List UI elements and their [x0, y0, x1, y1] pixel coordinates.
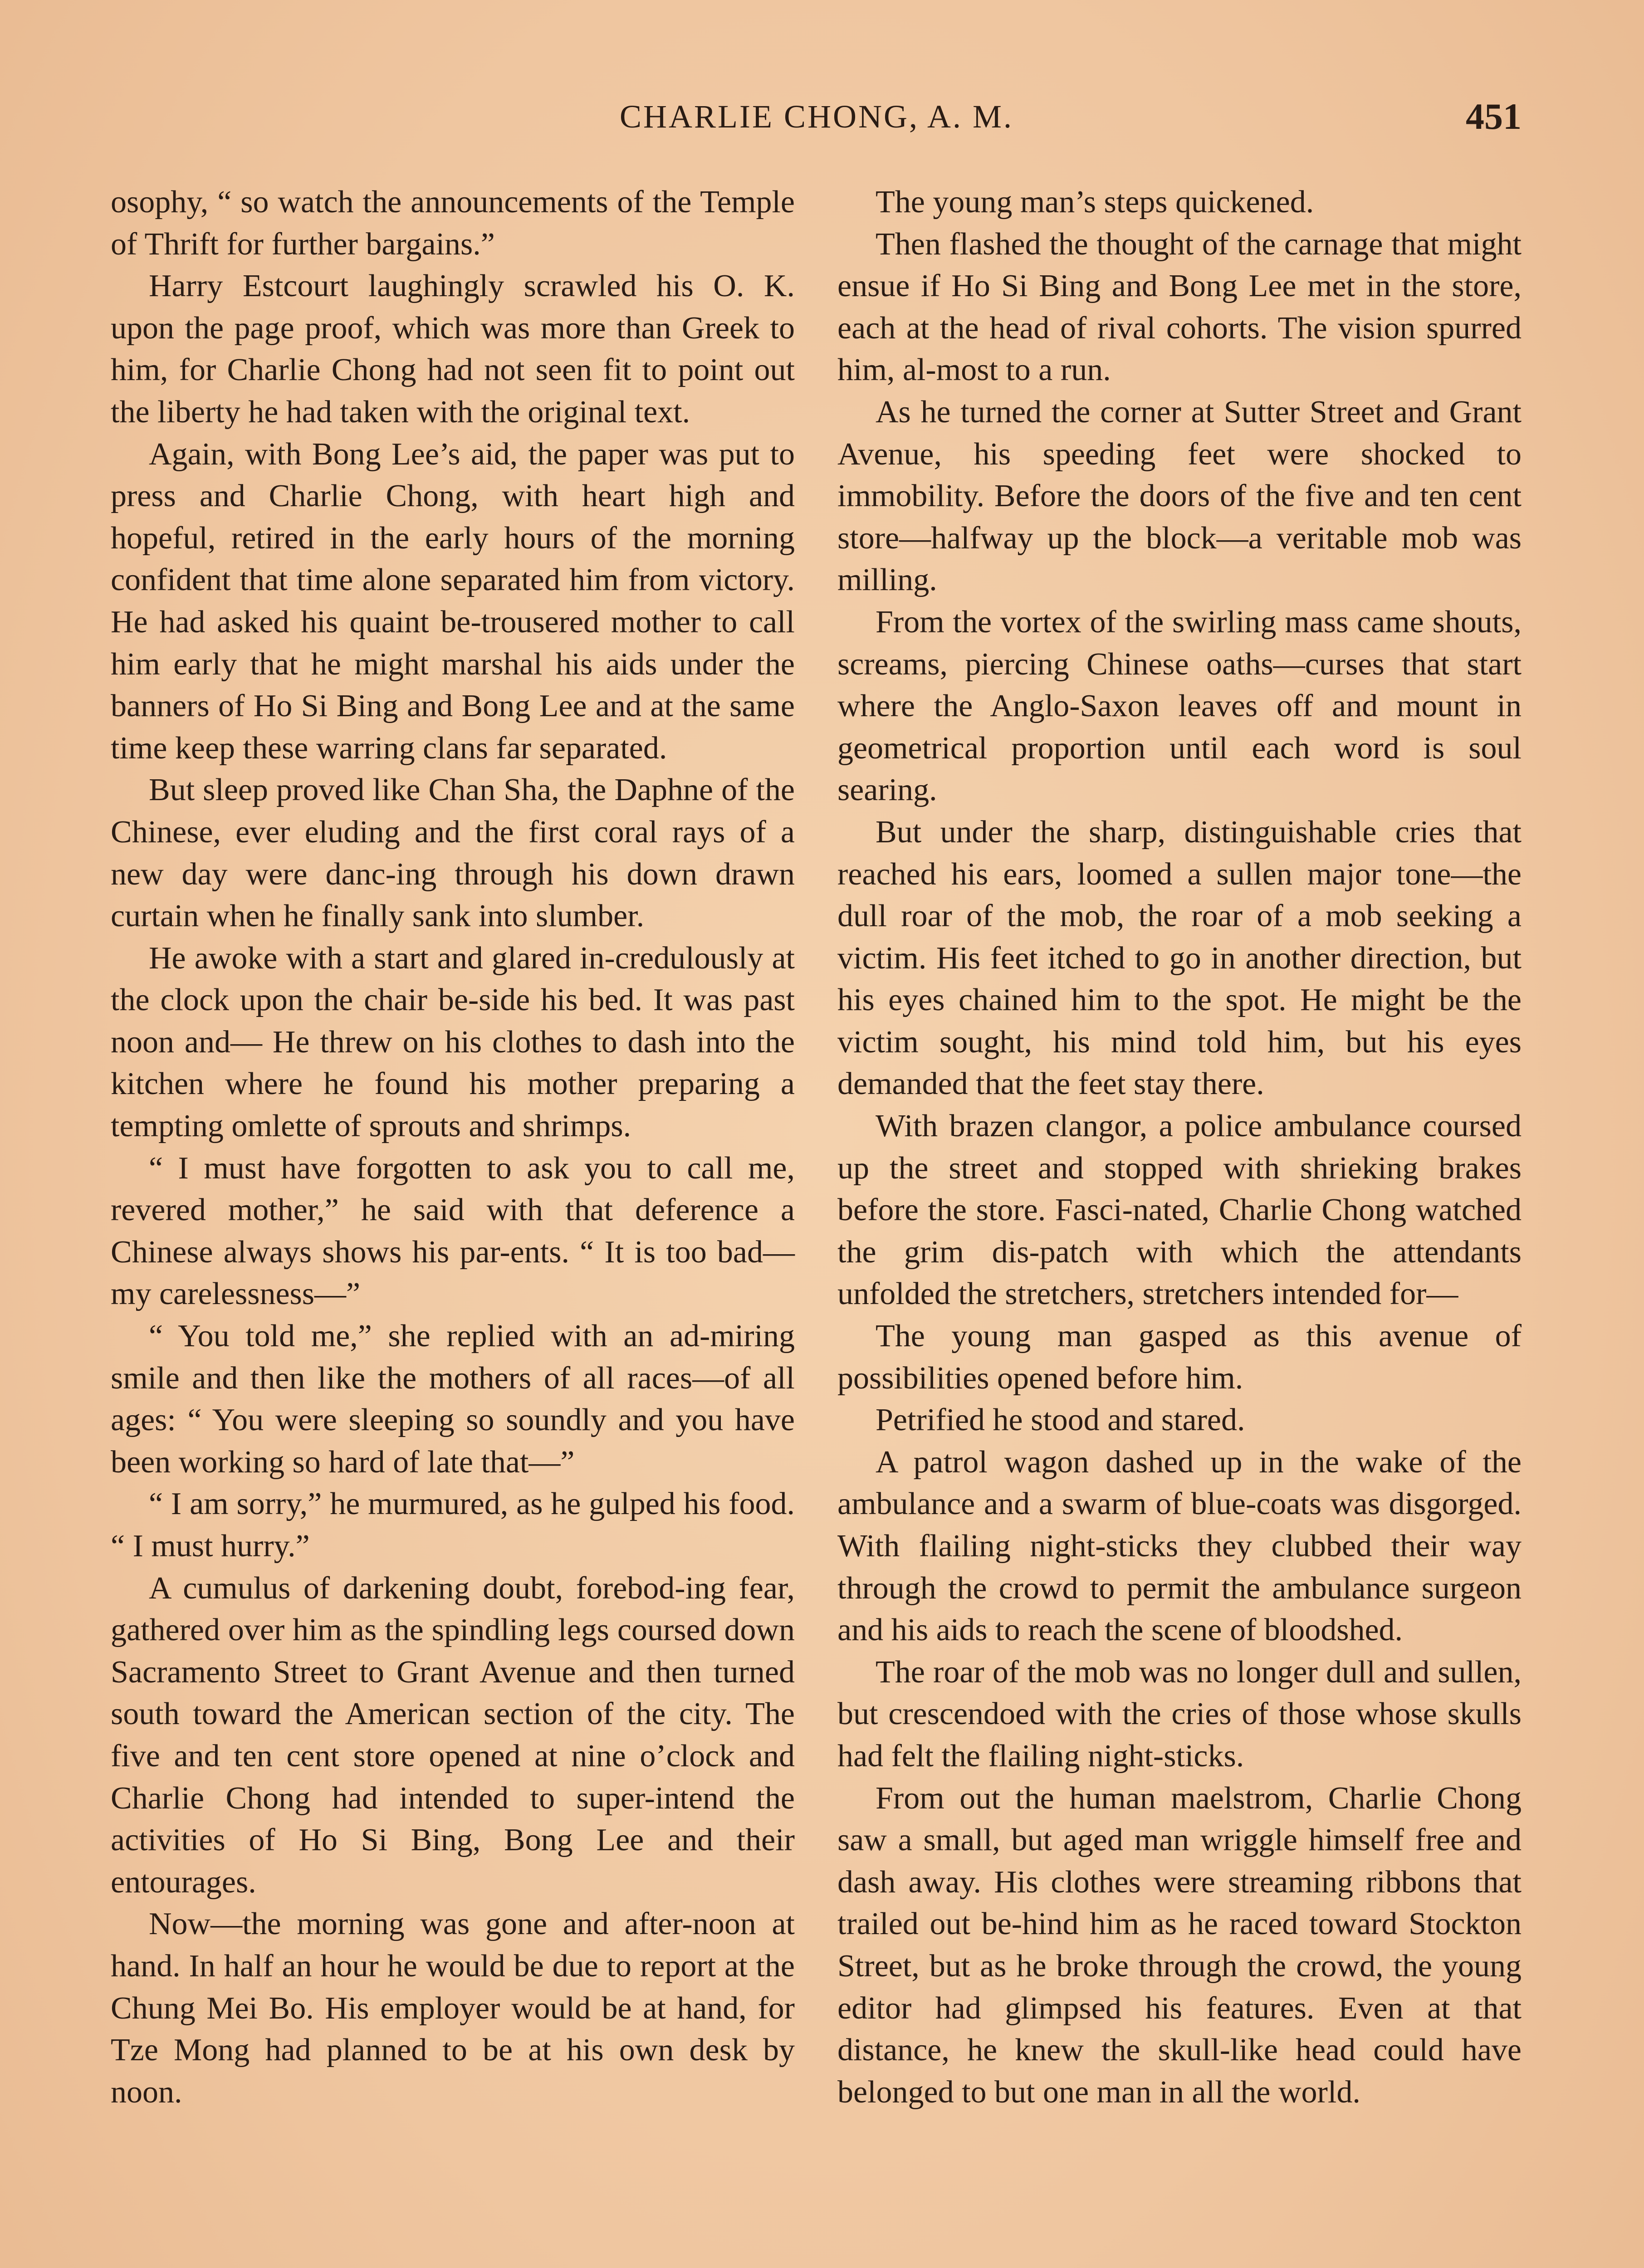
paragraph: “ You told me,” she replied with an ad-miring smile and then like the mothers of all races—of all ages: “ You were sleeping so soundly and you have been working so hard of late that—” [111, 1319, 795, 1480]
paragraph: Then flashed the thought of the carnage that might ensue if Ho Si Bing and Bong Lee met in the store, each at the head of rival cohorts. The vision spurred him, al-most to a run. [837, 226, 1522, 388]
paragraph: osophy, “ so watch the announcements of the Temple of Thrift for further bargains.” [111, 185, 795, 262]
paragraph: From the vortex of the swirling mass came shouts, screams, piercing Chinese oaths—curses that start where the Anglo-Saxon leaves off and mount in geometrical proportion until each word is soul searing. [837, 604, 1522, 808]
paragraph: Harry Estcourt laughingly scrawled his O. K. upon the page proof, which was more than Greek to him, for Charlie Chong had not seen fit to point out the liberty he had taken with the original text. [111, 269, 795, 430]
paragraph: A cumulus of darkening doubt, forebod-ing fear, gathered over him as the spindling legs coursed down Sacramento Street to Grant Avenue and then turned south toward the American section of the city. The five and ten cent store opened at nine o’clock and Charlie Chong had intended to super-intend the activities of Ho Si Bing, Bong Lee and their entourages. [111, 1570, 795, 1900]
paragraph: He awoke with a start and glared in-credulously at the clock upon the chair be-side his bed. It was past noon and— He threw on his clothes to dash into the kitchen where he found his mother preparing a tempting omlette of sprouts and shrimps. [111, 940, 795, 1144]
paragraph: Now—the morning was gone and after-noon at hand. In half an hour he would be due to report at the Chung Mei Bo. His employer would be at hand, for Tze Mong had planned to be at his own desk by noon. [111, 1906, 795, 2110]
left-column [111, 181, 795, 2113]
paragraph: Again, with Bong Lee’s aid, the paper was put to press and Charlie Chong, with heart high and hopeful, retired in the early hours of the morning confident that time alone separated him from victory. He had asked his quaint be-trousered mother to call him early that he might marshal his aids under the banners of Ho Si Bing and Bong Lee and at the same time keep these warring clans far separated. [111, 436, 795, 766]
paragraph: The young man gasped as this avenue of possibilities opened before him. [837, 1319, 1522, 1396]
page-number: 451 [1466, 96, 1522, 137]
paragraph: With brazen clangor, a police ambulance coursed up the street and stopped with shrieking brakes before the store. Fasci-nated, Charlie Chong watched the grim dis-patch with which the attendants unfolded the stretchers, stretchers intended for— [837, 1109, 1522, 1312]
paragraph: The young man’s steps quickened. [876, 185, 1314, 220]
paragraph: As he turned the corner at Sutter Street and Grant Avenue, his speeding feet were shocked to immobility. Before the doors of the five and ten cent store—halfway up the block—a veritable mob was milling. [837, 394, 1522, 598]
paragraph: “ I must have forgotten to ask you to call me, revered mother,” he said with that deference a Chinese always shows his par-ents. “ It is too bad—my carelessness—” [111, 1150, 795, 1312]
paragraph: But sleep proved like Chan Sha, the Daphne of the Chinese, ever eluding and the first coral rays of a new day were danc-ing through his down drawn curtain when he finally sank into slumber. [111, 772, 795, 934]
right-column [837, 181, 1522, 2113]
running-head: CHARLIE CHONG, A. M. [619, 98, 1014, 135]
paragraph: But under the sharp, distinguishable cries that reached his ears, loomed a sullen major tone—the dull roar of the mob, the roar of a mob seeking a victim. His feet itched to go in another direction, but his eyes chained him to the spot. He might be the victim sought, his mind told him, but his eyes demanded that the feet stay there. [837, 814, 1522, 1102]
page-header [112, 93, 1522, 152]
paragraph: A patrol wagon dashed up in the wake of the ambulance and a swarm of blue-coats was disgorged. With flailing night-sticks they clubbed their way through the crowd to permit the ambulance surgeon and his aids to reach the scene of bloodshed. [837, 1444, 1522, 1648]
paragraph: The roar of the mob was no longer dull and sullen, but crescendoed with the cries of those whose skulls had felt the flailing night-sticks. [837, 1654, 1522, 1774]
paragraph: Petrified he stood and stared. [876, 1403, 1245, 1438]
paragraph: “ I am sorry,” he murmured, as he gulped his food. “ I must hurry.” [111, 1486, 795, 1564]
paragraph: From out the human maelstrom, Charlie Chong saw a small, but aged man wriggle himself free and dash away. His clothes were streaming ribbons that trailed out be-hind him as he raced toward Stockton Street, but as he broke through the crowd, the young editor had glimpsed his features. Even at that distance, he knew the skull-like head could have belonged to but one man in all the world. [837, 1780, 1522, 2110]
